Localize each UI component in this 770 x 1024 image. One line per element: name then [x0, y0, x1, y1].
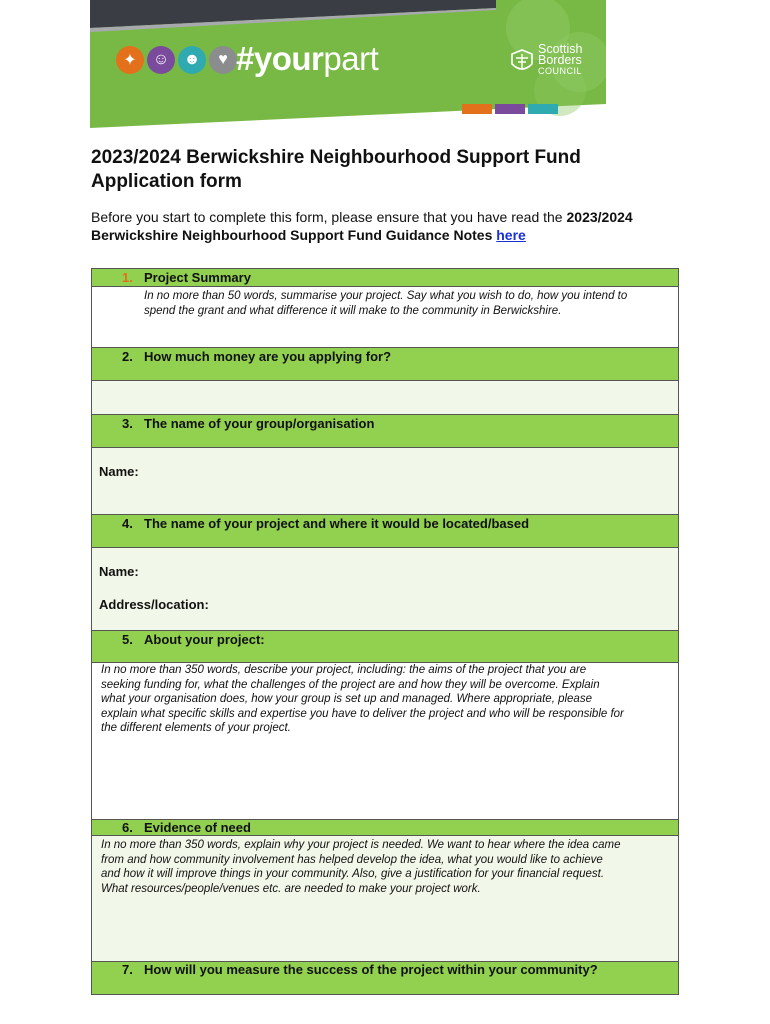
section-5-header: 5. About your project: — [92, 631, 678, 663]
family-icon: ♥ — [209, 46, 237, 74]
address-location-label: Address/location: — [99, 597, 209, 612]
section-6-header: 6. Evidence of need — [92, 820, 678, 836]
section-6-hint: In no more than 350 words, explain why your project is needed. We want to hear where the idea came from and how community involvement has helped develop the idea, what you would like to achieve and how it will improve things in your community. Also, give a justification for your financial request. What resources/people/venues etc. are needed to make your project work. — [101, 839, 621, 895]
council-crest-icon — [510, 48, 534, 74]
evidence-of-need-field[interactable] — [92, 836, 678, 962]
section-1-answer[interactable] — [92, 287, 678, 348]
section-4-header: 4. The name of your project and where it would be located/based — [92, 515, 678, 548]
section-1-header: 1. Project Summary — [92, 269, 678, 287]
group-name-field[interactable] — [92, 448, 678, 515]
council-name-line3: COUNCIL — [538, 66, 583, 76]
yourpart-logo: #yourpart — [236, 40, 379, 77]
about-project-field[interactable] — [92, 663, 678, 820]
people-icon: ✦ — [116, 46, 144, 74]
section-2-header: 2. How much money are you applying for? — [92, 348, 678, 381]
project-name-label: Name: — [99, 564, 139, 579]
intro-paragraph: Before you start to complete this form, please ensure that you have read the 2023/2024 Berwickshire Neighbourhood Support Fund Guidance Notes here — [91, 209, 633, 243]
person-icon: ☺ — [147, 46, 175, 74]
project-name-location-field[interactable] — [92, 548, 678, 631]
section-5-hint: In no more than 350 words, describe your project, including: the aims of the project that you are seeking funding for, what the challenges of the project are and how they will be overcome. Explain what your organisation does, how your group is set up and managed. Where appropriate, please explain what specific skills and expertise you have to deliver the project and who will be responsible for the different elements of your project. — [101, 664, 624, 734]
brand-icons — [116, 46, 237, 74]
amount-requested-field[interactable] — [92, 381, 678, 415]
guidance-notes-link[interactable]: here — [496, 227, 526, 243]
group-name-label: Name: — [99, 464, 139, 479]
section-7-header: 7. How will you measure the success of the project within your community? — [92, 962, 678, 994]
group-icon: ☻ — [178, 46, 206, 74]
application-form — [91, 268, 679, 995]
council-name-line2: Borders — [538, 53, 582, 67]
section-1-hint: In no more than 50 words, summarise your project. Say what you wish to do, how you intend to spend the grant and what difference it will make to the community in Berwickshire. — [144, 290, 628, 317]
council-name-line1: Scottish — [538, 42, 583, 56]
council-logo — [538, 44, 582, 77]
section-3-header: 3. The name of your group/organisation — [92, 415, 678, 448]
page-title: 2023/2024 Berwickshire Neighbourhood Support Fund Application form — [91, 147, 581, 192]
